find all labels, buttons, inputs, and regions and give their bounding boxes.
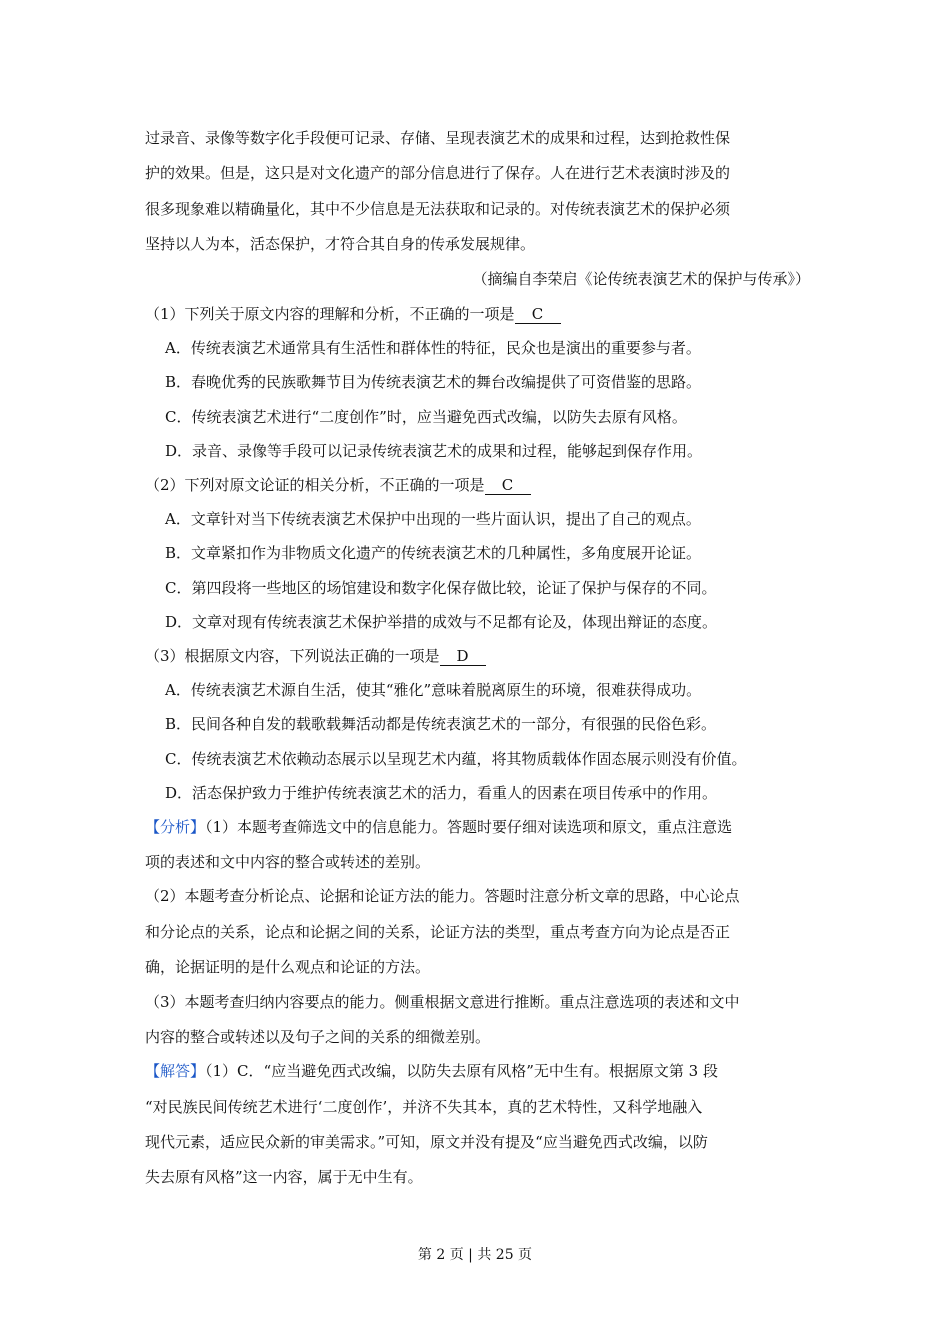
- analysis-line: （2）本题考查分析论点、论据和论证方法的能力。答题时注意分析文章的思路，中心论点: [145, 887, 740, 905]
- analysis-line: 确，论据证明的是什么观点和论证的方法。: [145, 958, 431, 976]
- analysis-line: [145, 817, 810, 837]
- analysis-line: 项的表述和文中内容的整合或转述的差别。: [145, 853, 431, 871]
- passage-line: 过录音、录像等数字化手段便可记录、存储、呈现表演艺术的成果和过程，达到抢救性保: [145, 129, 731, 147]
- option-item: B．文章紧扣作为非物质文化遗产的传统表演艺术的几种属性，多角度展开论证。: [165, 544, 702, 562]
- passage-line: 很多现象难以精确量化，其中不少信息是无法获取和记录的。对传统表演艺术的保护必须: [145, 200, 731, 218]
- analysis-line: （3）本题考查归纳内容要点的能力。侧重根据文意进行推断。重点注意选项的表述和文中: [145, 993, 740, 1011]
- option-item: D．录音、录像等手段可以记录传统表演艺术的成果和过程，能够起到保存作用。: [165, 442, 703, 460]
- solution-line: [145, 1061, 810, 1081]
- solution-tag: 【解答】: [145, 1062, 206, 1080]
- option-item: C．传统表演艺术进行“二度创作”时，应当避免西式改编，以防失去原有风格。: [165, 408, 687, 426]
- answer-blank: C: [485, 476, 531, 495]
- question-stem: [145, 646, 810, 666]
- question-stem: [145, 475, 810, 495]
- solution-line: “对民族民间传统艺术进行‘二度创作’，并济不失其本，真的艺术特性，又科学地融入: [145, 1098, 703, 1116]
- option-item: D．文章对现有传统表演艺术保护举措的成效与不足都有论及，体现出辩证的态度。: [165, 613, 718, 631]
- option-item: D．活态保护致力于维护传统表演艺术的活力，看重人的因素在项目传承中的作用。: [165, 784, 718, 802]
- solution-line: 失去原有风格”这一内容，属于无中生有。: [145, 1168, 423, 1186]
- question-stem-text: （2）下列对原文论证的相关分析，不正确的一项是: [145, 476, 485, 494]
- analysis-tag: 【分析】: [145, 818, 206, 836]
- question-stem-text: （3）根据原文内容，下列说法正确的一项是: [145, 647, 440, 665]
- answer-blank: C: [515, 305, 561, 324]
- option-item: A．文章针对当下传统表演艺术保护中出现的一些片面认识，提出了自己的观点。: [165, 510, 701, 528]
- answer-blank: D: [440, 647, 486, 666]
- solution-text: （1）C．“应当避免西式改编，以防失去原有风格”无中生有。根据原文第 3 段: [205, 1062, 718, 1080]
- analysis-text: （1）本题考查筛选文中的信息能力。答题时要仔细对读选项和原文，重点注意选: [205, 818, 733, 836]
- passage-line: 坚持以人为本，活态保护，才符合其自身的传承发展规律。: [145, 235, 536, 253]
- analysis-line: 内容的整合或转述以及句子之间的关系的细微差别。: [145, 1028, 491, 1046]
- option-item: A．传统表演艺术源自生活，使其“雅化”意味着脱离原生的环境，很难获得成功。: [165, 681, 702, 699]
- passage-line: 护的效果。但是，这只是对文化遗产的部分信息进行了保存。人在进行艺术表演时涉及的: [145, 164, 731, 182]
- page-footer: 第 2 页 | 共 25 页: [417, 1247, 533, 1263]
- question-stem: [145, 304, 810, 324]
- option-item: C．第四段将一些地区的场馆建设和数字化保存做比较，论证了保护与保存的不同。: [165, 579, 717, 597]
- option-item: B．民间各种自发的载歌载舞活动都是传统表演艺术的一部分，有很强的民俗色彩。: [165, 715, 717, 733]
- source-citation: （摘编自李荣启《论传统表演艺术的保护与传承》）: [472, 270, 810, 288]
- option-item: C．传统表演艺术依赖动态展示以呈现艺术内蕴，将其物质载体作固态展示则没有价值。: [165, 750, 747, 768]
- question-stem-text: （1）下列关于原文内容的理解和分析，不正确的一项是: [145, 305, 515, 323]
- option-item: B．春晚优秀的民族歌舞节目为传统表演艺术的舞台改编提供了可资借鉴的思路。: [165, 373, 702, 391]
- solution-line: 现代元素，适应民众新的审美需求。”可知，原文并没有提及“应当避免西式改编，以防: [145, 1133, 708, 1151]
- analysis-line: 和分论点的关系，论点和论据之间的关系，论证方法的类型，重点考查方向为论点是否正: [145, 923, 731, 941]
- option-item: A．传统表演艺术通常具有生活性和群体性的特征，民众也是演出的重要参与者。: [165, 339, 701, 357]
